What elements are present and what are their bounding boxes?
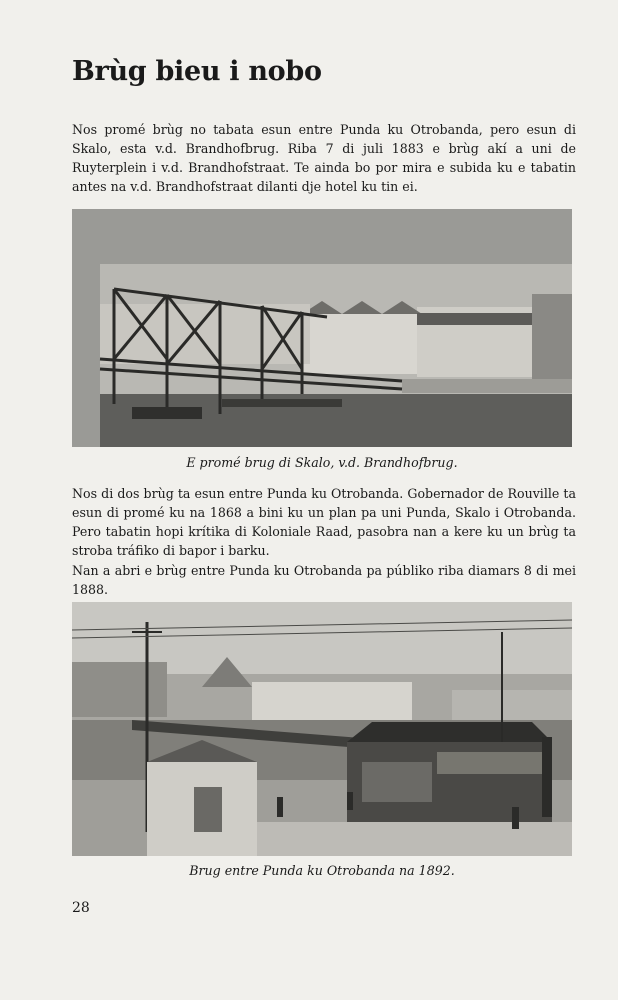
photo-caption-2: Brug entre Punda ku Otrobanda na 1892. bbox=[189, 863, 455, 878]
page-number: 28 bbox=[72, 900, 90, 916]
photo-punda-otrobanda-bridge bbox=[72, 602, 572, 856]
paragraph-3: Nan a abri e brùg entre Punda ku Otrobanda pa públiko riba diamars 8 di mei 1888. bbox=[72, 563, 576, 597]
page-title: Brùg bieu i nobo bbox=[72, 56, 322, 87]
paragraph-1: Nos promé brùg no tabata esun entre Punda ku Otrobanda, pero esun di Skalo, esta v.d. Brandhofbrug. Riba 7 di juli 1883 e brùg akí a uni de Ruyterplein i v.d. Brandhofstraat. Te ainda bo por mira e subida ku e tabatin antes na v.d. Brandhofstraat dilanti dje hotel ku tin ei. bbox=[72, 122, 576, 194]
paragraph-2: Nos di dos brùg ta esun entre Punda ku Otrobanda. Gobernador de Rouville ta esun di promé ku na 1868 a bini ku un plan pa uni Punda, Skalo i Otrobanda. Pero tabatin hopi krítika di Koloniale Raad, pasobra nan a kere ku un brùg ta stroba tráfiko di bapor i barku. bbox=[72, 486, 576, 558]
photo-caption-1: E promé brug di Skalo, v.d. Brandhofbrug. bbox=[186, 455, 458, 470]
photo-brandhof-bridge bbox=[72, 209, 572, 447]
